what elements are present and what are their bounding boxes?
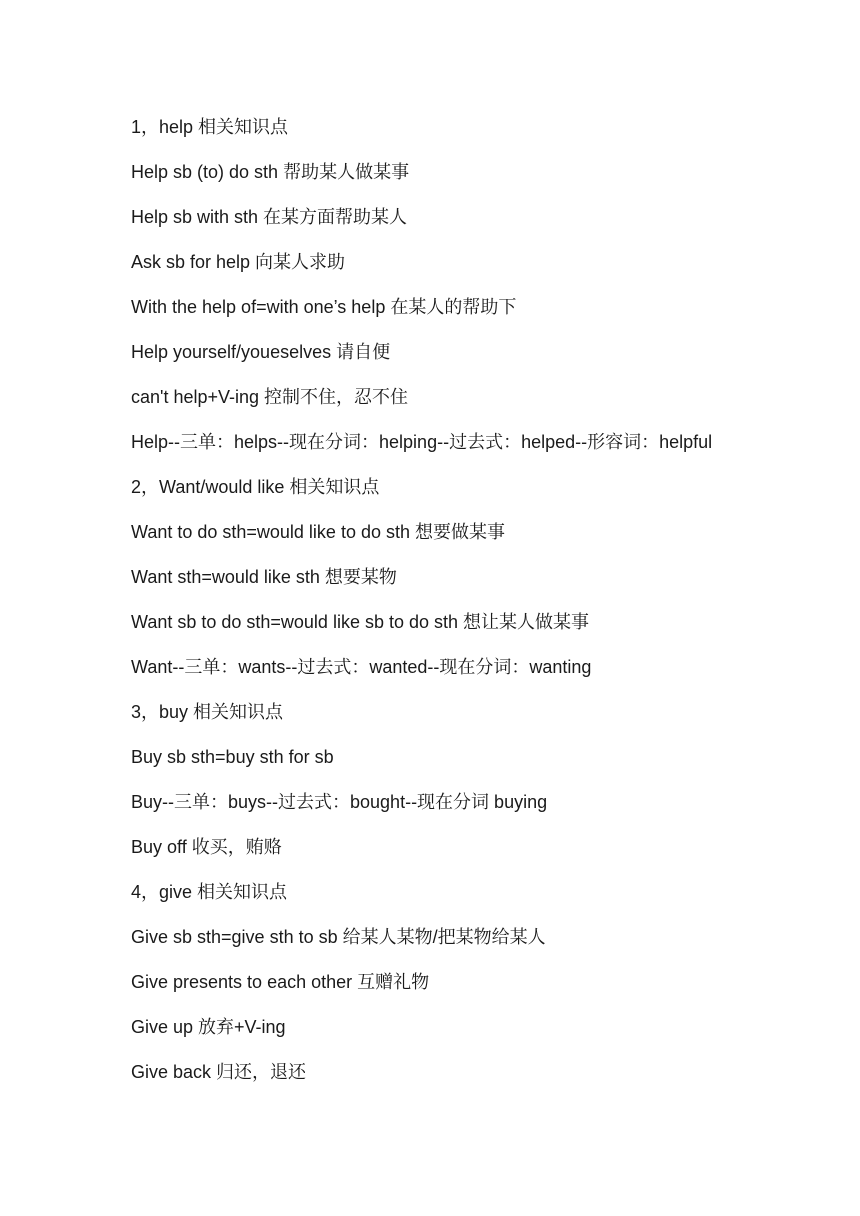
text-line: Give presents to each other 互赠礼物: [131, 972, 430, 992]
text-line: With the help of=with one’s help 在某人的帮助下: [131, 297, 517, 317]
heading-help: 1，help 相关知识点: [131, 117, 289, 137]
text-line: Help sb with sth 在某方面帮助某人: [131, 207, 408, 227]
text-line: Buy sb sth=buy sth for sb: [131, 747, 334, 767]
text-line: Want sth=would like sth 想要某物: [131, 567, 397, 587]
text-line: Help sb (to) do sth 帮助某人做某事: [131, 162, 410, 182]
text-line: Want to do sth=would like to do sth 想要做某事: [131, 522, 505, 542]
text-line: Want sb to do sth=would like sb to do sth 想让某人做某事: [131, 612, 590, 632]
text-line: Help yourself/youeselves 请自便: [131, 342, 391, 362]
document-body: [131, 113, 831, 1103]
heading-give: 4，give 相关知识点: [131, 882, 288, 902]
text-line: Give up 放弃+V-ing: [131, 1017, 286, 1037]
text-line: Give back 归还，退还: [131, 1062, 307, 1082]
text-line: Give sb sth=give sth to sb 给某人某物/把某物给某人: [131, 927, 546, 947]
text-line: can't help+V-ing 控制不住，忍不住: [131, 387, 409, 407]
heading-buy: 3，buy 相关知识点: [131, 702, 284, 722]
text-line: Help--三单：helps--现在分词：helping--过去式：helped--形容词：helpful: [131, 432, 713, 452]
text-line: Ask sb for help 向某人求助: [131, 252, 346, 272]
text-line: Buy off 收买，贿赂: [131, 837, 282, 857]
heading-want: 2，Want/would like 相关知识点: [131, 477, 380, 497]
text-line: Buy--三单：buys--过去式：bought--现在分词 buying: [131, 792, 548, 812]
text-line: Want--三单：wants--过去式：wanted--现在分词：wanting: [131, 657, 592, 677]
